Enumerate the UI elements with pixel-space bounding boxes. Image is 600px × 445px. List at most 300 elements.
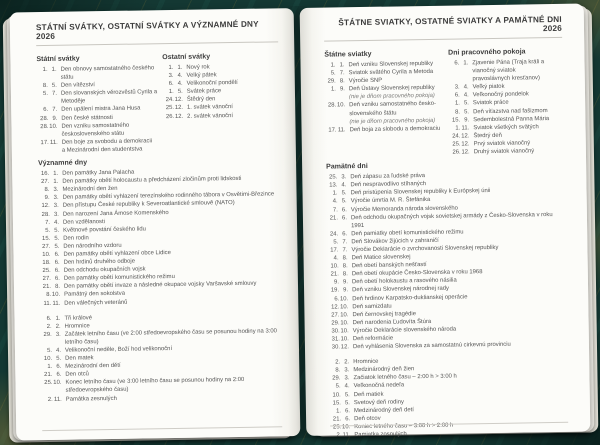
other-notable-days-list — [40, 311, 283, 404]
holiday-label: Den upálení mistra Jana Husa — [61, 105, 141, 114]
holiday-day: 10. — [42, 251, 51, 259]
holiday-month: 9. — [342, 279, 349, 286]
holiday-month: 11. — [52, 300, 61, 307]
holiday-row — [37, 64, 163, 82]
holiday-day: 5. — [335, 383, 341, 390]
holiday-month: 4. — [177, 72, 183, 79]
holiday-label: Den přístupu České republiky k Severoatlantické smlouvě (NATO) — [62, 200, 235, 210]
holiday-day: 21. — [42, 284, 52, 291]
holiday-label: Výročie Deklarácie o zvrchovanosti Slovenskej republiky — [351, 244, 499, 254]
holiday-label: Památka zesnulých — [65, 395, 117, 403]
holiday-day: 1. — [330, 86, 336, 93]
holiday-label: Deň samizdatu — [352, 303, 392, 310]
holiday-label: Výročie Deklarácie slovenského národa — [352, 326, 457, 335]
holiday-day: 17. — [330, 247, 339, 254]
holiday-day: 1. — [336, 408, 342, 415]
holiday-label: Medzinárodný deň detí — [353, 406, 414, 414]
holiday-day: 19. — [330, 287, 340, 294]
holiday-day: 18. — [42, 259, 51, 267]
holiday-month: 4. — [344, 383, 350, 390]
holiday-day: 15. — [332, 400, 341, 407]
holiday-label: Výročie úmrtia M. R. Štefánika — [350, 197, 431, 205]
holiday-label: Den slovanských věrozvěstů Cyrila a Metoděje — [60, 89, 158, 106]
holiday-month: 12. — [174, 113, 184, 120]
holiday-label: Mezinárodní den žen — [62, 186, 118, 193]
right-page-title: ŠTÁTNE SVIATKY, OSTATNÉ SVIATKY A PAMÄTNÉ DNI 2026 — [338, 14, 563, 34]
holiday-label: Den národního vzdoru — [63, 242, 122, 250]
holiday-month: 4. — [341, 182, 347, 189]
footer-divider — [42, 426, 282, 431]
holiday-label: Konec letního času (ve 3:00 letního času se posunou hodiny na 2:00 středoevropského času) — [65, 377, 245, 395]
holiday-day: 29. — [43, 331, 52, 338]
ostatni-svatky-list — [162, 62, 279, 120]
holiday-month: 3. — [53, 211, 59, 218]
holiday-label: Den památky obětí vyhlazení terezínského rodinného tábora v Osvětimi-Březince — [62, 191, 275, 202]
holiday-day: 1. — [47, 364, 53, 371]
holiday-label: Deň vzniku Slovenskej republiky — [348, 60, 434, 69]
holiday-day: 16. — [40, 170, 50, 178]
holiday-month: 1. — [51, 66, 57, 73]
holiday-day: 25. — [452, 141, 461, 148]
holiday-label: Deň pristúpenia Slovenskej republiky k Európskej únii — [350, 188, 491, 197]
holiday-label: Deň vzniku samostatného česko-slovenského štátu (nie je dňom pracovného pokoja) — [349, 101, 436, 125]
holiday-day: 29. — [331, 320, 340, 327]
holiday-label: Začátek letního času (ve 2:00 středoevropského času se posunou hodiny na 3:00 letního času) — [64, 328, 277, 346]
holiday-label: Den hrdinů druhého odboje — [63, 258, 136, 266]
holiday-month: 1. — [177, 64, 183, 71]
holiday-month: 1. — [53, 178, 59, 185]
holiday-label: Sviatok svätého Cyrila a Metoda — [348, 68, 434, 77]
holiday-day: 24. — [329, 231, 339, 238]
holiday-label: Den vítězství — [60, 82, 95, 89]
holiday-month: 9. — [343, 287, 349, 294]
holiday-day: 26. — [165, 113, 175, 120]
holiday-month: 10. — [340, 320, 349, 327]
holiday-day: 25. — [165, 105, 175, 112]
holiday-month: 5. — [54, 227, 60, 234]
holiday-day: 25. — [44, 380, 53, 387]
holiday-month: 7. — [51, 91, 58, 98]
holiday-day: 7. — [45, 219, 51, 226]
holiday-day: 10. — [332, 391, 341, 399]
left-page-content — [36, 19, 284, 426]
section-heading: Štátne sviatky — [324, 50, 372, 59]
holiday-month: 3. — [344, 367, 350, 374]
open-planner — [10, 4, 591, 441]
holiday-row — [37, 88, 163, 106]
holiday-day: 1. — [454, 100, 460, 108]
right-page — [300, 4, 591, 439]
holiday-month: 8. — [339, 78, 345, 85]
holiday-month: 2. — [344, 359, 350, 366]
holiday-label: Deň narodenia Ľudovíta Štúra — [352, 318, 432, 326]
holiday-month: 12. — [340, 344, 350, 351]
holiday-day: 2. — [47, 396, 53, 403]
holiday-label: Deň hrdinov Karpatsko-duklianskej operácie — [352, 293, 468, 302]
holiday-label: Prvý sviatok vianočný — [473, 140, 531, 148]
section-heading: Pamätné dni — [326, 163, 368, 171]
holiday-label: Den boje za svobodu a demokracii a Mezinárodní den studentstva — [61, 138, 153, 154]
holiday-day: 6. — [454, 92, 460, 99]
holiday-day: 6. — [334, 295, 340, 303]
holiday-month: 6. — [345, 407, 351, 415]
holiday-day: 28. — [40, 115, 49, 122]
holiday-month: 6. — [342, 231, 348, 238]
holiday-label: Sviatok práce — [472, 100, 509, 107]
holiday-month: 10. — [49, 123, 58, 130]
holiday-label: Den památky obětí invaze a následné okupace vojsky Varšavské smlouvy — [63, 281, 257, 291]
statne-sviatky-list — [324, 60, 449, 135]
holiday-label: Výročie SNP — [348, 77, 383, 85]
holiday-month: 6. — [345, 416, 351, 423]
holiday-day: 6. — [454, 60, 460, 67]
holiday-label: Deň obetí okupácie Česko-Slovenska v roku 1968 — [351, 269, 483, 278]
holiday-row — [448, 58, 563, 84]
holiday-label: Zjavenie Pána (Traja králi a vianočný sviatok pravoslávnych kresťanov) — [472, 59, 545, 83]
holiday-label: Velký pátek — [186, 72, 217, 79]
holiday-month: 7. — [339, 70, 345, 77]
holiday-day: 7. — [332, 206, 338, 213]
holiday-day: 25. — [329, 174, 338, 181]
holiday-month: 10. — [339, 295, 349, 302]
left-page — [10, 8, 301, 440]
holiday-day: 21. — [44, 372, 53, 379]
holiday-row — [325, 100, 449, 126]
holiday-month: 8. — [342, 271, 348, 278]
section-dni-pracovneho-pokoja — [448, 43, 564, 157]
holiday-day: 8. — [42, 83, 48, 90]
holiday-label: Deň pamiatky obetí komunistického režimu — [351, 229, 464, 237]
holiday-day: 29. — [327, 78, 336, 85]
holiday-month: 1. — [55, 315, 61, 322]
holiday-label: Den památky obětí holocaustu a předcházení zločinům proti lidskosti — [62, 176, 242, 185]
holiday-label: Den vzdělanosti — [62, 218, 105, 226]
holiday-label: 1. svátek vánoční — [186, 104, 233, 112]
holiday-day: 4. — [332, 198, 338, 205]
holiday-day: 29. — [332, 375, 341, 382]
holiday-month: 10. — [340, 328, 349, 335]
holiday-label: Deň nespravodlivo stíhaných — [350, 181, 427, 189]
holiday-month: 12. — [174, 105, 184, 112]
section-vyznamne-dny — [38, 156, 284, 403]
holiday-day: 10. — [330, 263, 339, 270]
holiday-label: Veľkonočná nedeľa — [353, 382, 405, 390]
holiday-label: Den vzniku samostatného československého státu — [61, 122, 130, 138]
holiday-row — [163, 111, 279, 121]
holiday-month: 2. — [55, 323, 61, 330]
holiday-day: 15. — [451, 117, 461, 124]
holiday-day: 12. — [41, 203, 50, 210]
holiday-month: 1. — [463, 60, 469, 67]
holiday-day: 24. — [452, 133, 461, 140]
holiday-label: Hromnice — [64, 323, 90, 330]
holiday-label: Hromnice — [353, 358, 379, 366]
holiday-month: 6. — [56, 363, 62, 371]
other-notable-days-list — [329, 355, 568, 440]
holiday-label: Mezinárodní den dětí — [65, 363, 121, 370]
title-divider — [324, 37, 562, 42]
pamatne-dni-list — [326, 170, 567, 352]
holiday-day: 5. — [333, 239, 339, 246]
holiday-label: Den české státnosti — [61, 114, 113, 122]
holiday-day: 30. — [331, 344, 341, 351]
holiday-month: 4. — [54, 219, 60, 226]
holiday-month: 11. — [461, 125, 470, 132]
holiday-month: 4. — [463, 84, 469, 91]
holiday-day: 5. — [45, 227, 51, 234]
holiday-label: Výročie Memoranda národa slovenského — [350, 205, 458, 213]
holiday-day: 2. — [336, 432, 342, 439]
holiday-label: Koniec letného času – 3:00 h > 2:00 h — [354, 422, 454, 431]
holiday-month: 8. — [342, 255, 348, 262]
holiday-month: 10. — [340, 336, 349, 343]
holiday-day: 1. — [168, 89, 174, 96]
section-heading: Státní svátky — [36, 55, 80, 64]
holiday-day: 6. — [46, 315, 52, 322]
holiday-day: 2. — [46, 323, 52, 330]
holiday-month: 6. — [54, 276, 60, 283]
holiday-month: 11. — [342, 432, 351, 439]
holiday-month: 5. — [54, 235, 60, 242]
holiday-month: 3. — [53, 195, 59, 202]
holiday-month: 1. — [339, 62, 345, 69]
holiday-day: 17. — [328, 127, 337, 134]
holiday-month: 3. — [344, 375, 350, 382]
holiday-label: Deň obetí holokaustu a rasového násilia — [351, 277, 457, 286]
holiday-label: Den otců — [65, 371, 89, 378]
holiday-month: 3. — [55, 331, 61, 338]
holiday-day: 5. — [47, 347, 53, 354]
holiday-month: 3. — [53, 203, 59, 210]
holiday-label: Deň víťazstva nad fašizmom — [472, 107, 548, 115]
holiday-day: 8. — [44, 187, 50, 194]
holiday-day: 12. — [331, 304, 340, 311]
holiday-month: 9. — [339, 86, 345, 93]
holiday-day: 1. — [330, 62, 336, 69]
holiday-label: Veľký piatok — [472, 84, 505, 91]
holiday-day: 9. — [44, 195, 50, 202]
holiday-month: 10. — [53, 380, 62, 387]
holiday-day: 31. — [331, 336, 340, 343]
holiday-label: Den památky Jana Palacha — [62, 169, 135, 177]
holiday-label: Deň vyhlásenia Slovenska za samostatnú cirkevnú provinciu — [352, 341, 511, 351]
holiday-row — [37, 121, 163, 139]
holiday-label: Květnové povstání českého lidu — [63, 226, 146, 234]
holiday-month: 10. — [336, 102, 346, 109]
holiday-day: 5. — [330, 70, 336, 77]
holiday-day: 10. — [43, 356, 53, 363]
holiday-day: 27. — [42, 243, 51, 250]
holiday-month: 12. — [461, 133, 470, 140]
holiday-label: Začiatok letného času – 2:00 h > 3:00 h — [353, 373, 457, 382]
holiday-day: 1. — [42, 66, 48, 74]
holiday-month: 10. — [51, 292, 61, 299]
holiday-month: 6. — [54, 267, 60, 275]
holiday-day: 6. — [168, 81, 174, 88]
holiday-day: 13. — [329, 182, 338, 189]
section-pamatne-dni — [326, 160, 568, 440]
holiday-label: Den obnovy samostatného českého státu — [60, 65, 155, 81]
holiday-label: Den památky obětí vyhlazení obce Lidice — [63, 250, 171, 258]
holiday-row — [38, 137, 164, 155]
section-heading: Dni pracovného pokoja — [448, 48, 526, 57]
holiday-label: Deň Slovákov žijúcich v zahraničí — [351, 237, 439, 246]
holiday-month: 5. — [341, 190, 347, 197]
holiday-day: 21. — [330, 271, 339, 278]
holiday-label: Nový rok — [186, 64, 210, 71]
holiday-month: 11. — [49, 139, 58, 146]
holiday-day: 1. — [168, 64, 174, 72]
section-statne-sviatky — [324, 45, 449, 159]
holiday-month: 11. — [53, 396, 62, 403]
holiday-day: 28. — [40, 123, 49, 130]
right-page-content — [324, 14, 568, 439]
holiday-month: 5. — [51, 82, 57, 90]
holiday-label: Den válečných veteránů — [64, 299, 128, 307]
holiday-day: 9. — [333, 279, 340, 286]
left-page-title: STÁTNÍ SVÁTKY, OSTATNÍ SVÁTKY A VÝZNAMNÉ DNY 2026 — [35, 19, 259, 42]
holiday-label: Veľkonočný pondelok — [472, 91, 529, 99]
statni-svatky-list — [37, 64, 164, 155]
holiday-row — [450, 147, 564, 157]
holiday-day: 1. — [332, 190, 338, 197]
holiday-label: Sviatok všetkých svätých — [473, 123, 539, 132]
holiday-day: 24. — [165, 97, 174, 104]
holiday-day: 17. — [40, 139, 49, 146]
holiday-month: 5. — [341, 198, 347, 205]
holiday-day: 28. — [41, 211, 50, 218]
holiday-label: Památný den sokolstva — [64, 291, 126, 299]
holiday-day: 28. — [327, 102, 337, 110]
holiday-month: 5. — [464, 108, 470, 115]
holiday-month: 7. — [342, 247, 348, 254]
holiday-month: 12. — [174, 97, 183, 104]
holiday-month: 9. — [464, 116, 470, 124]
holiday-label: Deň vzniku Slovenskej národnej rady — [352, 286, 450, 294]
holiday-label: Deň Matice slovenskej — [351, 254, 411, 262]
holiday-label: Deň černovskej tragédie — [352, 310, 417, 318]
holiday-label: Den rodin — [63, 235, 89, 242]
holiday-month: 10. — [340, 303, 349, 311]
holiday-label: Velikonoční pondělí — [186, 80, 238, 87]
holiday-label: Svetový deň rodiny — [353, 399, 404, 406]
holiday-label: Pamiatka zosnulých — [354, 431, 407, 439]
holiday-label: Štědrý den — [186, 96, 216, 104]
dni-pokoja-list — [448, 58, 564, 157]
holiday-day: 15. — [41, 235, 51, 242]
holiday-label: Deň boja za slobodu a demokraciu — [349, 125, 441, 133]
holiday-month: 12. — [461, 149, 470, 156]
holiday-month: 11. — [337, 127, 346, 134]
section-heading: Ostatní svátky — [162, 53, 211, 62]
holiday-day: 26. — [452, 149, 461, 156]
holiday-month: 4. — [463, 92, 469, 99]
vyznamne-dny-list — [38, 166, 282, 307]
holiday-day: 30. — [331, 328, 340, 335]
holiday-day: 27. — [331, 312, 340, 319]
holiday-month: 10. — [341, 424, 351, 431]
holiday-day: 6. — [43, 107, 49, 114]
holiday-month: 8. — [55, 284, 61, 291]
title-divider — [36, 41, 278, 46]
holiday-day: 1. — [455, 125, 461, 132]
holiday-month: 8. — [342, 263, 348, 270]
holiday-month: 5. — [56, 355, 62, 362]
section-statni-svatky — [36, 49, 163, 155]
holiday-label: Den narození Jana Ámose Komenského — [62, 209, 169, 218]
holiday-day: 21. — [332, 416, 342, 423]
holiday-label: Deň Ústavy Slovenskej republiky (nie je dňom pracovného pokoja) — [348, 85, 435, 101]
holiday-month: 3. — [341, 174, 347, 181]
holiday-month: 7. — [342, 239, 348, 246]
holiday-label: Deň otcov — [354, 415, 381, 423]
holiday-label: Deň matiek — [353, 391, 384, 398]
holiday-day: 3. — [454, 84, 460, 91]
holiday-label: Štedrý deň — [473, 132, 502, 140]
holiday-row — [325, 84, 449, 102]
holiday-day: 11. — [43, 300, 52, 307]
holiday-label: Medzinárodný deň žien — [353, 366, 415, 374]
holiday-day: 25. — [332, 424, 342, 431]
holiday-month: 6. — [54, 251, 60, 258]
holiday-month: 6. — [341, 214, 347, 221]
holiday-month: 4. — [56, 347, 62, 354]
holiday-month: 5. — [54, 243, 60, 250]
holiday-day: 21. — [329, 214, 338, 222]
holiday-day: 27. — [41, 179, 50, 186]
holiday-label: Svátek práce — [186, 88, 222, 96]
holiday-month: 10. — [340, 311, 349, 319]
section-heading: Významné dny — [37, 159, 88, 168]
holiday-month: 7. — [52, 107, 58, 114]
holiday-month: 6. — [56, 372, 62, 379]
holiday-month: 3. — [53, 187, 59, 194]
holiday-month: 5. — [177, 89, 183, 96]
holiday-month: 5. — [344, 399, 350, 406]
right-columns — [324, 43, 564, 159]
holiday-label: Deň zápasu za ľudské práva — [350, 173, 426, 181]
holiday-month: 6. — [54, 259, 60, 266]
holiday-month: 5. — [344, 391, 350, 398]
holiday-label: Tři králové — [64, 314, 93, 322]
left-columns — [36, 47, 280, 155]
holiday-label: Velikonoční neděle, Boží hod velikonoční — [64, 346, 173, 354]
holiday-label: Deň obetí banských nešťastí — [351, 262, 427, 270]
holiday-label: Druhý sviatok vianočný — [473, 148, 535, 156]
holiday-day: 8. — [335, 367, 341, 374]
holiday-day: 4. — [333, 255, 339, 262]
holiday-day: 3. — [168, 73, 174, 80]
holiday-day: 8. — [46, 292, 52, 299]
holiday-month: 4. — [177, 81, 183, 88]
holiday-label: Den matek — [65, 355, 94, 362]
holiday-label: 2. svátek vánoční — [187, 112, 234, 120]
holiday-label: Den památky obětí komunistického režimu — [63, 274, 175, 282]
holiday-label: Deň odchodu okupačných vojsk sovietskej armády z Česko-Slovenska v roku 1991 — [350, 211, 553, 229]
holiday-month: 5. — [463, 100, 469, 107]
holiday-day: 2. — [335, 359, 341, 366]
holiday-day: 25. — [42, 268, 51, 275]
holiday-row — [326, 124, 450, 134]
holiday-month: 1. — [53, 170, 59, 177]
holiday-day: 5. — [42, 91, 49, 98]
holiday-day: 8. — [455, 109, 461, 116]
holiday-label: Sedembolestná Panna Mária — [473, 115, 550, 123]
holiday-day: 27. — [42, 276, 51, 283]
holiday-month: 9. — [52, 115, 58, 122]
holiday-month: 12. — [461, 141, 470, 148]
section-ostatni-svatky — [162, 47, 280, 153]
